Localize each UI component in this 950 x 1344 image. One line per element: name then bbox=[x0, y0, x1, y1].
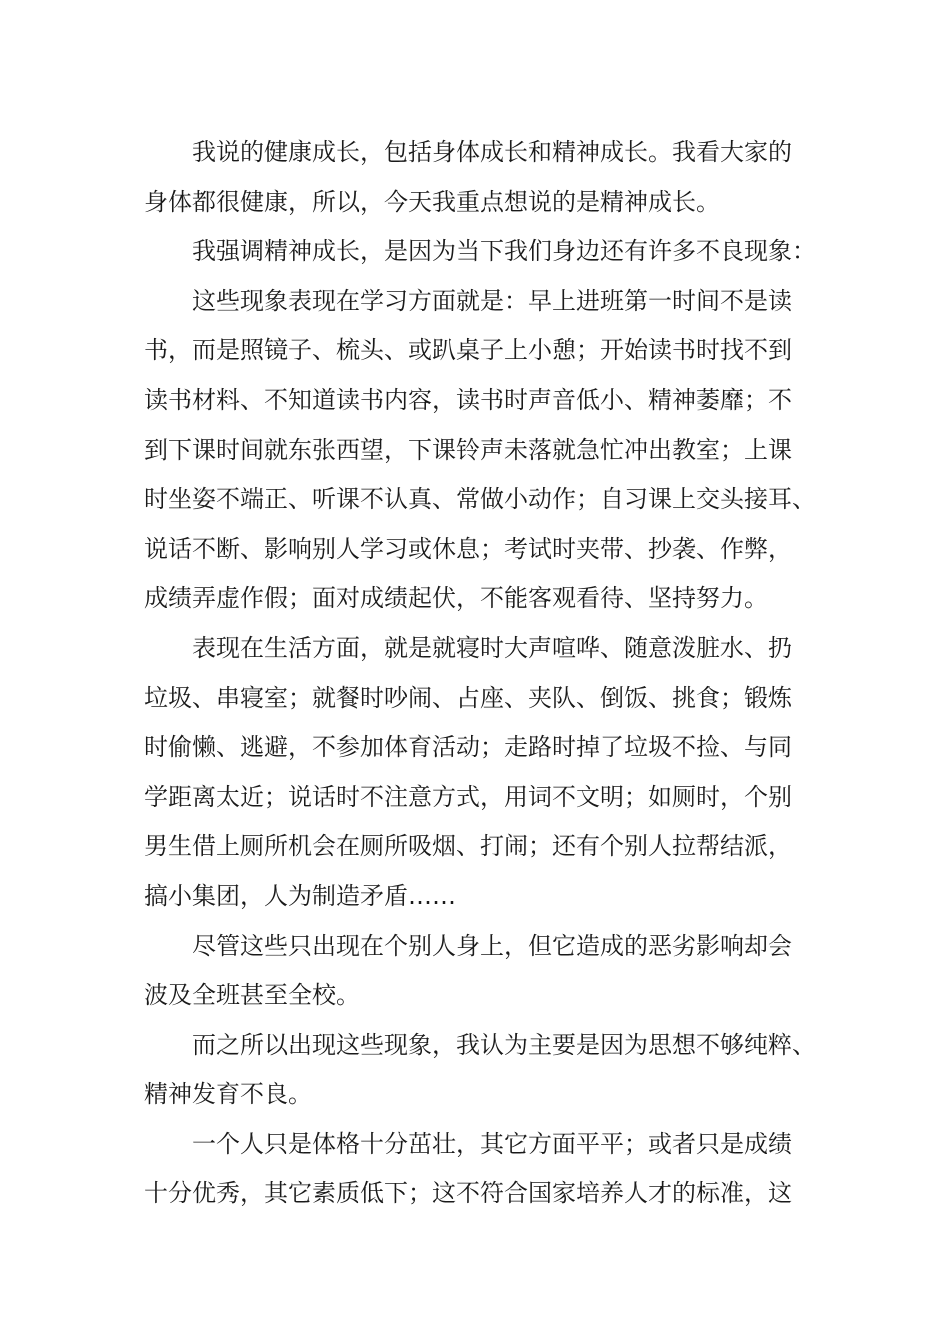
text-line: 表现在生活方面，就是就寝时大声喧哗、随意泼脏水、扔 bbox=[192, 633, 792, 662]
text-line: 一个人只是体格十分茁壮，其它方面平平；或者只是成绩 bbox=[192, 1129, 792, 1158]
text-line: 身体都很健康，所以，今天我重点想说的是精神成长。 bbox=[144, 187, 720, 216]
text-line: 时坐姿不端正、听课不认真、常做小动作；自习课上交头接耳、 bbox=[144, 485, 816, 514]
text-line: 男生借上厕所机会在厕所吸烟、打闹；还有个别人拉帮结派， bbox=[144, 832, 792, 861]
text-line: 尽管这些只出现在个别人身上，但它造成的恶劣影响却会 bbox=[192, 931, 792, 960]
text-line: 这些现象表现在学习方面就是：早上进班第一时间不是读 bbox=[192, 286, 792, 315]
document-body bbox=[144, 128, 820, 1219]
text-line: 我强调精神成长，是因为当下我们身边还有许多不良现象： bbox=[192, 237, 816, 266]
text-line: 书，而是照镜子、梳头、或趴桌子上小憩；开始读书时找不到 bbox=[144, 336, 792, 365]
text-line: 读书材料、不知道读书内容，读书时声音低小、精神萎靡；不 bbox=[144, 385, 792, 414]
text-line: 搞小集团，人为制造矛盾…… bbox=[144, 881, 456, 910]
text-line: 到下课时间就东张西望，下课铃声未落就急忙冲出教室；上课 bbox=[144, 435, 792, 464]
text-line: 我说的健康成长，包括身体成长和精神成长。我看大家的 bbox=[192, 138, 792, 166]
text-line: 垃圾、串寝室；就餐时吵闹、占座、夹队、倒饭、挑食；锻炼 bbox=[144, 683, 792, 712]
text-line: 时偷懒、逃避，不参加体育活动；走路时掉了垃圾不捡、与同 bbox=[144, 733, 792, 762]
text-line: 学距离太近；说话时不注意方式，用词不文明；如厕时，个别 bbox=[144, 782, 792, 811]
text-line: 而之所以出现这些现象，我认为主要是因为思想不够纯粹、 bbox=[192, 1030, 816, 1059]
text-line: 十分优秀，其它素质低下；这不符合国家培养人才的标准，这 bbox=[144, 1179, 792, 1208]
text-line: 波及全班甚至全校。 bbox=[144, 981, 360, 1010]
text-line: 成绩弄虚作假；面对成绩起伏，不能客观看待、坚持努力。 bbox=[144, 584, 768, 613]
text-line: 说话不断、影响别人学习或休息；考试时夹带、抄袭、作弊， bbox=[144, 534, 792, 563]
text-line: 精神发育不良。 bbox=[144, 1080, 312, 1109]
